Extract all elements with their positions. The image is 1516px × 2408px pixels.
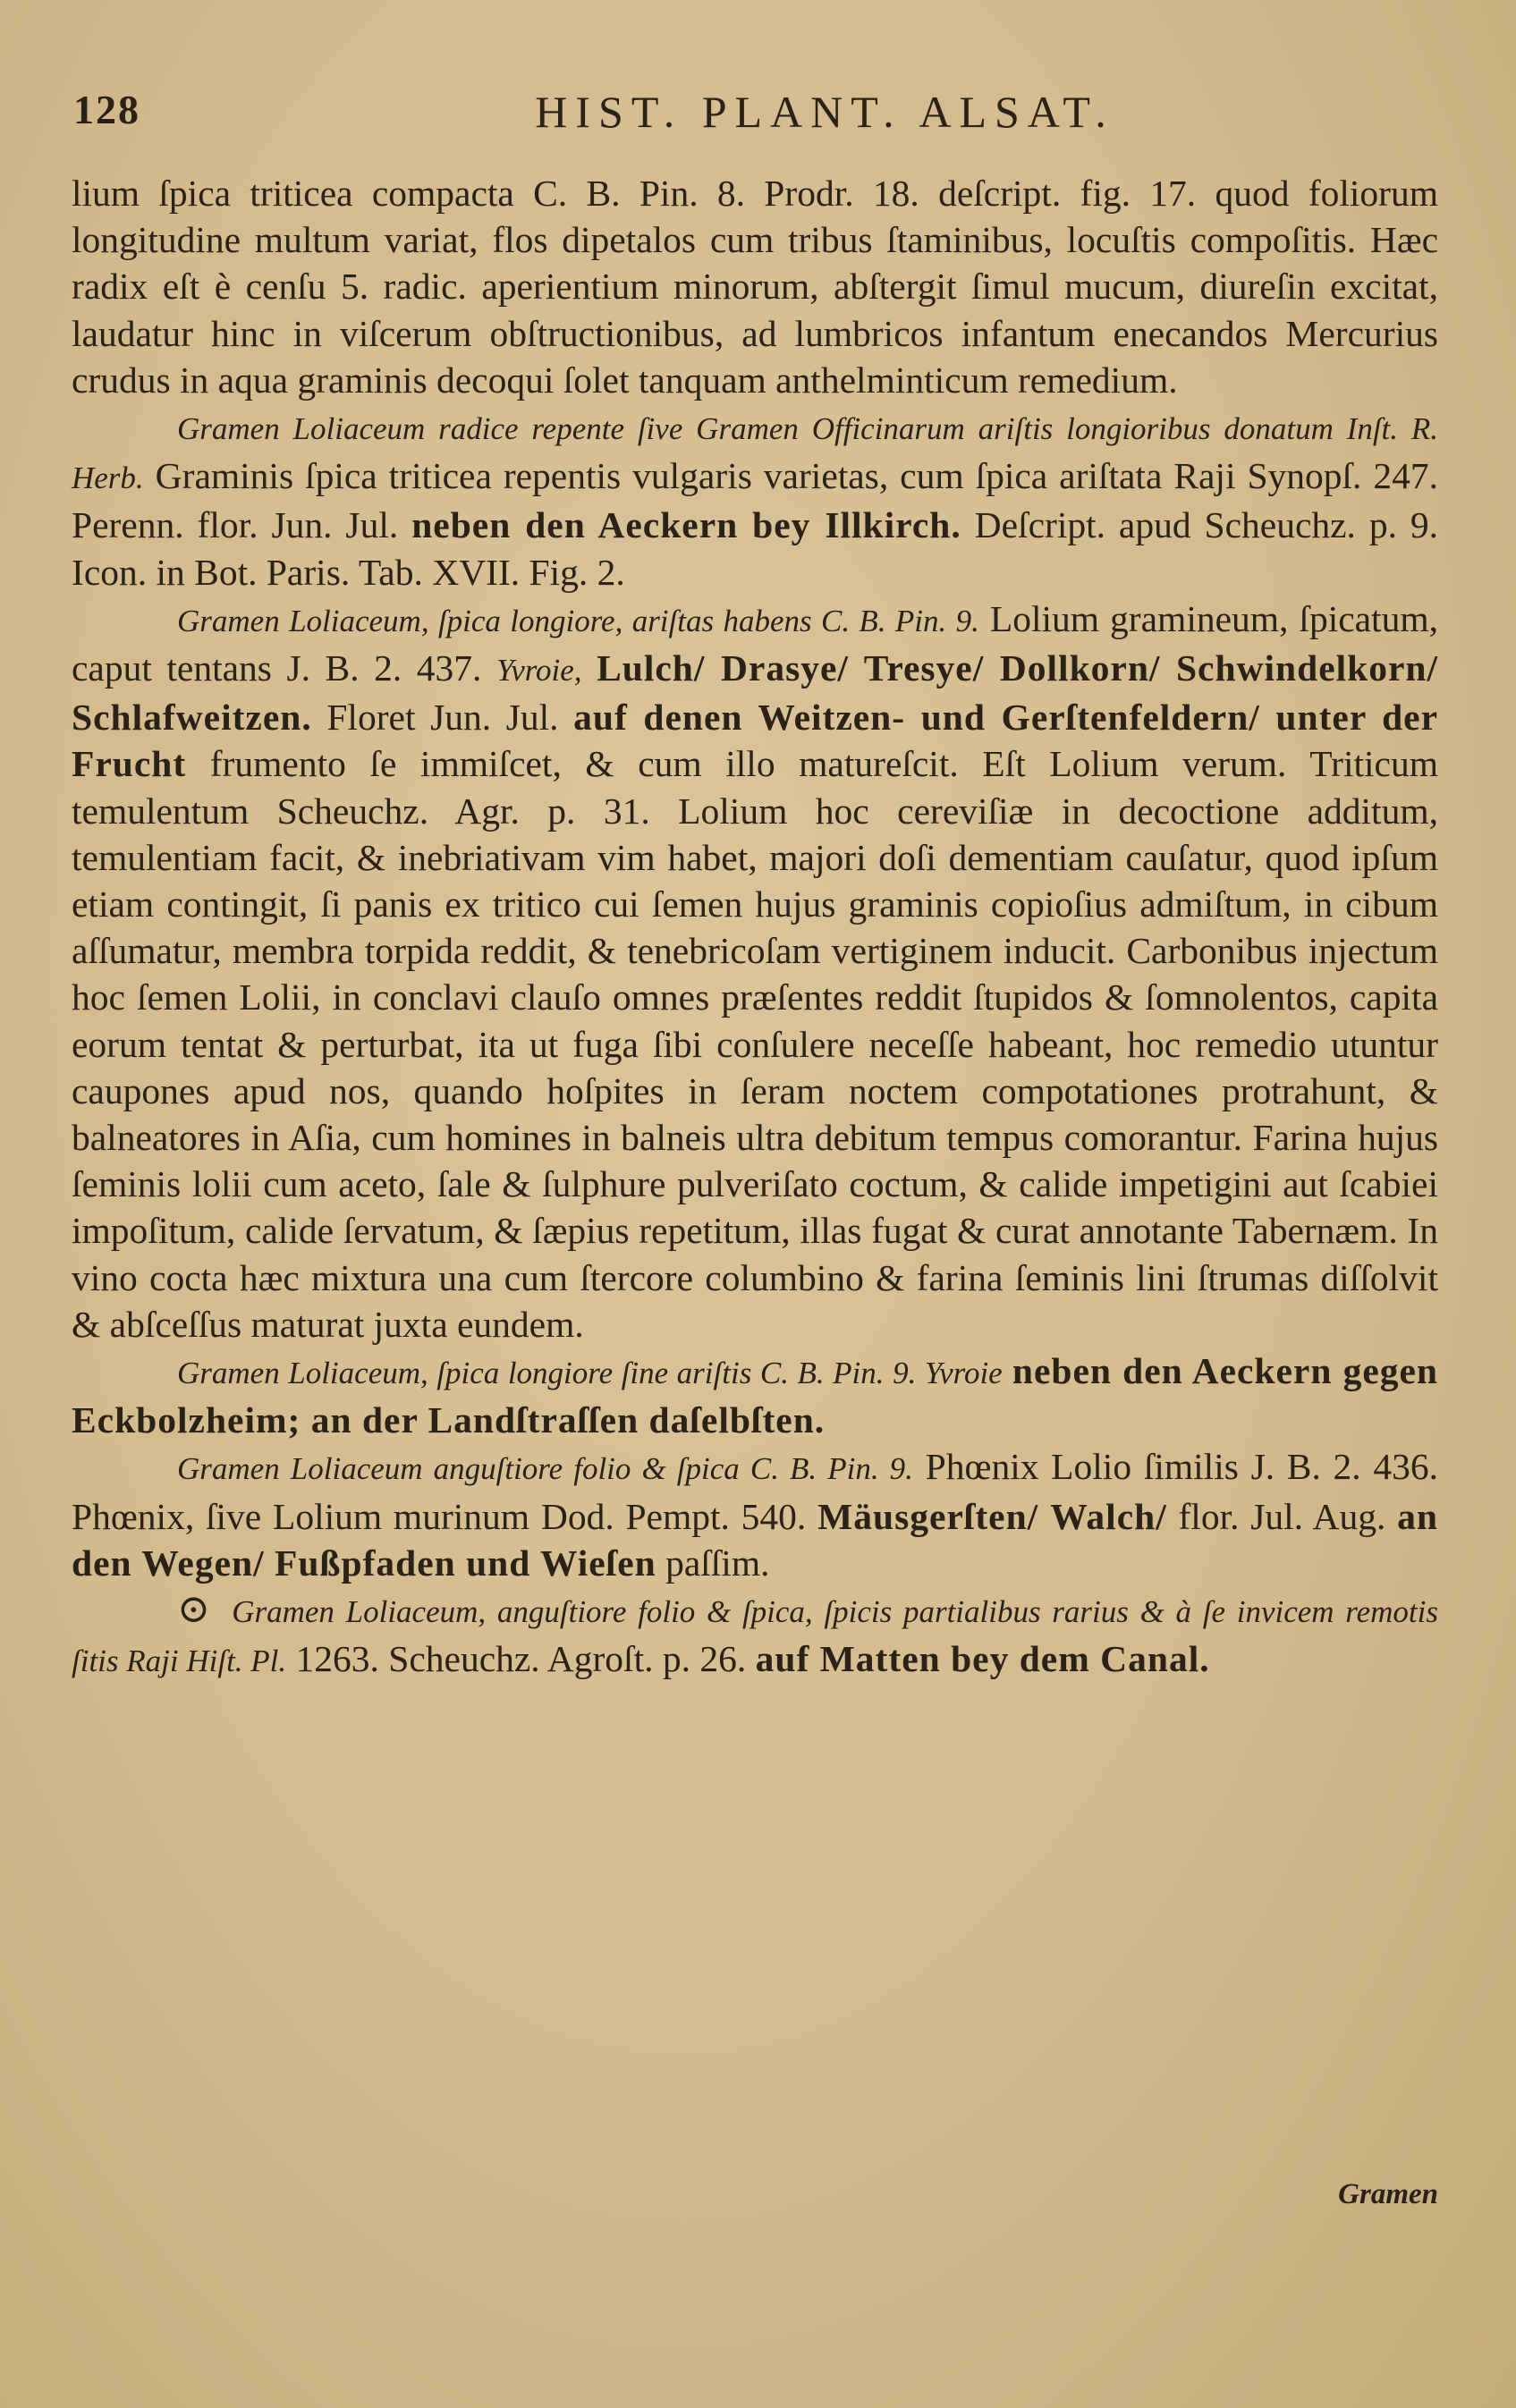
catchword: Gramen — [1338, 2178, 1438, 2210]
entry-text: Graminis ſpica triticea repentis vulgaris varietas, cum ſpica ariſtata Raji Synopſ. 247. Perenn. flor. Jun. Jul. — [72, 455, 1439, 546]
paragraph-text: lium ſpica triticea compacta C. B. Pin. 8. Prodr. 18. deſcript. fig. 17. quod foliorum longitudine multum variat, flos dipetalos cum tribus ſtaminibus, locuſtis compoſitis. Hæc radix eſt è cenſu 5. radic. aperientium minorum, abſtergit ſimul mucum, diureſin excitat, laudatur hinc in viſcerum obſtructionibus, ad lumbricos infantum enecandos Mercurius crudus in aqua graminis decoqui ſolet tanquam anthelminticum remedium. — [72, 173, 1438, 401]
french-name: Yvroie, — [495, 653, 582, 689]
german-locality: neben den Aeckern bey Illkirch. — [411, 504, 961, 546]
entry-text: Lolium gramineum, ſpicatum, caput tentans J. B. 2. 437. — [72, 597, 1438, 689]
annual-symbol-icon: ⊙ — [177, 1587, 210, 1632]
german-locality: auf denen Weitzen- und Gerſtenfeldern/ unter der Frucht — [72, 697, 1439, 785]
german-locality: auf Matten bey dem Canal. — [755, 1638, 1210, 1680]
entry-text: 1263. Scheuchz. Agroſt. p. 26. — [295, 1638, 747, 1680]
paragraph-continuation — [72, 170, 1438, 403]
page-number: 128 — [73, 87, 140, 132]
entry-gramen-loliaceum-angustiore-folio — [72, 1443, 1438, 1586]
species-name: Gramen Loliaceum, ſpica longiore ſine ariſtis C. B. Pin. 9. Yvroie — [177, 1356, 1003, 1391]
entry-text-2: flor. Jul. Aug. — [1178, 1495, 1386, 1537]
entry-text-2: Deſcript. apud Scheuchz. p. 9. Icon. in Bot. Paris. Tab. XVII. Fig. 2. — [72, 504, 1439, 593]
german-locality: neben den Aeckern gegen Eckbolzheim; an der Landſtraſſen daſelbſten. — [72, 1350, 1439, 1441]
german-names: Lulch/ Drasye/ Tresye/ Dollkorn/ Schwindelkorn/ Schlafweitzen. — [72, 647, 1439, 739]
page-body — [72, 170, 1438, 1686]
entry-gramen-loliaceum-sine-aristis — [72, 1348, 1438, 1443]
species-name: Gramen Loliaceum anguſtiore folio & ſpica C. B. Pin. 9. — [177, 1451, 913, 1487]
entry-gramen-loliaceum-radice-repente — [72, 403, 1438, 596]
species-name: Gramen Loliaceum, ſpica longiore, ariſtas habens C. B. Pin. 9. — [177, 603, 979, 638]
german-locality: an den Wegen/ Fußpfaden und Wieſen — [72, 1495, 1438, 1584]
page-header — [73, 86, 1442, 148]
entry-text-3: paſſim. — [665, 1542, 770, 1584]
entry-text-3: frumento ſe immiſcet, & cum illo matureſcit. Eſt Lolium verum. Triticum temulentum Scheuchz. Agr. p. 31. Lolium hoc cereviſiæ in decoctione additum, temulentiam facit, & inebriativam vim habet, majori doſi dementiam cauſatur, quod ipſum etiam contingit, ſi panis ex tritico cui ſemen hujus graminis copioſius admiſtum, in cibum aſſumatur, membra torpida reddit, & tenebricoſam vertiginem inducit. Carbonibus injectum hoc ſemen Lolii, in conclavi clauſo omnes præſentes reddit ſtupidos & ſomnolentos, capita eorum tentat & perturbat, ita ut fuga ſibi conſulere neceſſe habeant, hoc remedio utuntur caupones apud nos, quando hoſpites in ſeram noctem compotationes protrahunt, & balneatores in Aſia, cum homines in balneis ultra debitum tempus comorantur. Farina hujus ſeminis lolii cum aceto, ſale & ſulphure pulveriſato coctum, & calide impetigini aut ſcabiei impoſitum, calide ſervatum, & ſæpius repetitum, illas fugat & curat annotante Tabernæm. In vino cocta hæc mixtura una cum ſtercore columbino & farina ſeminis lini ſtrumas diſſolvit & abſceſſus maturat juxta eundem. — [72, 743, 1438, 1345]
entry-text: Phœnix Lolio ſimilis J. B. 2. 436. Phœnix, ſive Lolium murinum Dod. Pempt. 540. — [72, 1446, 1439, 1537]
species-name: Gramen Loliaceum radice repente ſive Gramen Officinarum ariſtis longioribus donatum Inſt. R. Herb. — [72, 411, 1438, 496]
entry-gramen-loliaceum-spicis-partialibus — [72, 1586, 1438, 1685]
entry-gramen-loliaceum-spica-longiore — [72, 596, 1438, 1348]
german-names: Mäusgerſten/ Walch/ — [817, 1495, 1167, 1537]
running-title: HIST. PLANT. ALSAT. — [535, 87, 1114, 137]
species-name: Gramen Loliaceum, anguſtiore folio & ſpica, ſpicis partialibus rarius & à ſe invicem remotis ſitis Raji Hiſt. Pl. — [72, 1594, 1438, 1679]
entry-text-2: Floret Jun. Jul. — [326, 697, 559, 739]
